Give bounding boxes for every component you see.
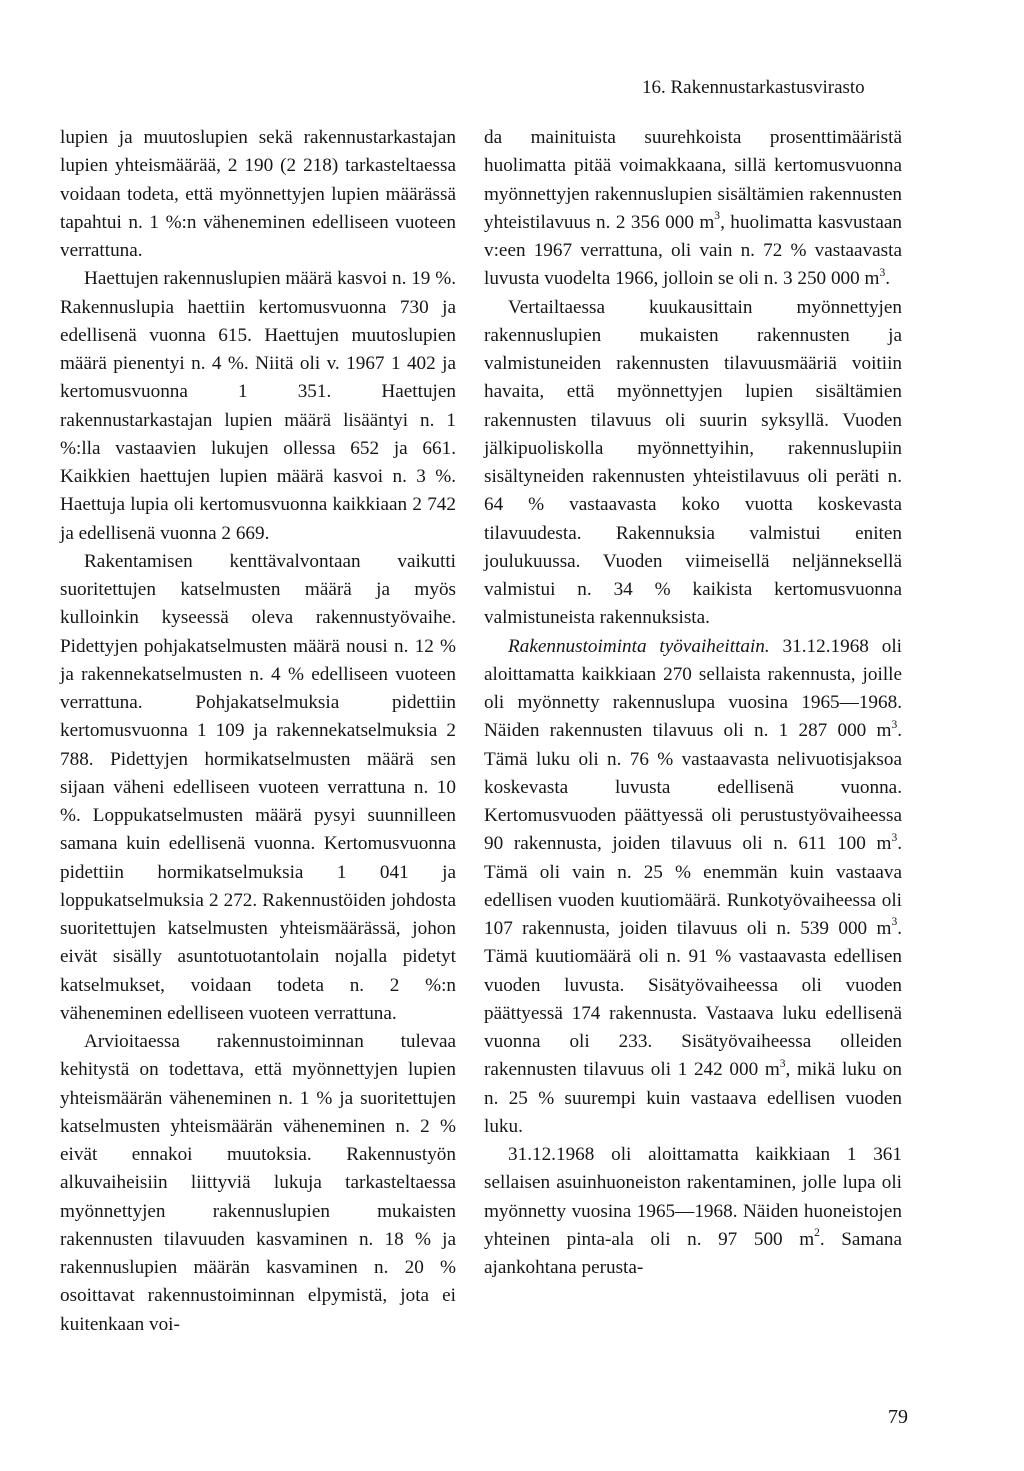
superscript: 3 [714, 210, 721, 223]
text-run: . Tämä kuutiomäärä oli n. 91 % vastaavasta edellisen vuoden luvusta. Sisätyövaiheessa oli vuoden päättyessä 174 rakennusta. Vastaava luku edellisenä vuonna oli 233. Sisätyövaiheessa olleiden rakennusten tilavuus oli 1 242 000 m [484, 918, 902, 1081]
superscript: 3 [891, 718, 898, 731]
running-header: 16. Rakennustarkastusvirasto [642, 77, 865, 98]
text-run: . Samana ajankohtana perusta- [484, 1228, 902, 1278]
superscript: 3 [779, 1057, 786, 1070]
text-run: 31.12.1968 oli aloittamatta kaikkiaan 1 361 sellaisen asuinhuoneiston rakentaminen, jolle lupa oli myönnetty vuosina 1965—1968. Näiden huoneistojen yhteinen pinta-ala oli n. 97 500 m [484, 1144, 902, 1250]
text-run: da mainituista suurehkoista prosenttimääristä huolimatta pitää voimakkaana, sillä kertomusvuonna myönnettyjen rakennuslupien sisältämien rakennusten yhteistilavuus n. 2 356 000 m [484, 127, 902, 233]
paragraph: Vertailtaessa kuukausittain myönnettyjen rakennuslupien mukaisten rakennusten ja valmistuneiden rakennusten tilavuusmääriä voitiin havaita, että myönnettyjen lupien sisältämien rakennusten tilavuus oli suurin syksyllä. Vuoden jälkipuoliskolla myönnettyihin, rakennuslupiin sisältyneiden rakennusten yhteistilavuus oli peräti n. 64 % vastaavasta koko vuotta koskevasta tilavuudesta. Rakennuksia valmistui eniten joulukuussa. Vuoden viimeisellä neljänneksellä valmistui n. 34 % kaikista kertomusvuonna valmistuneista rakennuksista. [484, 296, 902, 629]
paragraph: Arvioitaessa rakennustoiminnan tulevaa kehitystä on todettava, että myönnettyjen lupien yhteismäärän väheneminen n. 1 % ja suoritettujen katselmusten yhteismäärän väheneminen n. 2 % eivät ennakoi muutoksia. Rakennustyön alkuvaiheisiin liittyviä lukuja tarkasteltaessa myönnettyjen rakennuslupien mukaisten rakennusten tilavuuden kasvaminen n. 18 % ja rakennuslupien määrän kasvaminen n. 20 % osoittavat rakennustoiminnan elpymistä, jota ei kuitenkaan voi- [60, 1031, 456, 1335]
superscript: 3 [891, 831, 898, 844]
paragraph: lupien ja muutoslupien sekä rakennustarkastajan lupien yhteismäärää, 2 190 (2 218) tarkasteltaessa voidaan todeta, että myönnettyjen lupien määrässä tapahtui n. 1 %:n väheneminen edelliseen vuoteen verrattuna. [60, 127, 456, 261]
text-run: . Tämä oli vain n. 25 % enemmän kuin vastaava edellisen vuoden kuutiomäärä. Runkotyövaiheessa oli 107 rakennusta, joiden tilavuus oli n. 539 000 m [484, 833, 902, 939]
superscript: 3 [891, 916, 898, 929]
section-lead-heading: Rakennustoiminta työvaiheittain. [508, 635, 770, 657]
text-run: , huolimatta kasvustaan v:een 1967 verrattuna, oli vain n. 72 % vastaavasta luvusta vuodelta 1966, jolloin se oli n. 3 250 000 m [484, 211, 902, 290]
text-run: . Tämä luku oli n. 76 % vastaavasta nelivuotisjaksoa koskevasta luvusta edellisenä vuonna. Kertomusvuoden päättyessä oli perustustyövaiheessa 90 rakennusta, joiden tilavuus oli n. 611 100 m [484, 720, 902, 855]
superscript: 3 [879, 266, 886, 279]
text-run: . [885, 268, 891, 290]
text-run: 31.12.1968 oli aloittamatta kaikkiaan 270 sellaista rakennusta, joille oli myönnetty rakennuslupa vuosina 1965—1968. Näiden rakennusten tilavuus oli n. 1 287 000 m [484, 635, 902, 742]
left-column [60, 124, 456, 1339]
paragraph [484, 124, 902, 294]
paragraph: Haettujen rakennuslupien määrä kasvoi n. 19 %. Rakennuslupia haettiin kertomusvuonna 730 ja edellisenä vuonna 615. Haettujen muutoslupien määrä pienentyi n. 4 %. Niitä oli v. 1967 1 402 ja kertomusvuonna 1 351. Haettujen rakennustarkastajan lupien määrä lisääntyi n. 1 %:lla vastaavien lukujen ollessa 652 ja 661. Kaikkien haettujen lupien määrä kasvoi n. 3 %. Haettuja lupia oli kertomusvuonna kaikkiaan 2 742 ja edellisenä vuonna 2 669. [60, 268, 456, 544]
page-number: 79 [888, 1406, 908, 1428]
paragraph [484, 1141, 902, 1282]
paragraph [484, 633, 902, 1142]
superscript: 2 [814, 1227, 820, 1240]
paragraph: Rakentamisen kenttävalvontaan vaikutti suoritettujen katselmusten määrä ja myös kulloinkin kyseessä oleva rakennustyövaihe. Pidettyjen pohjakatselmusten määrä nousi n. 12 % ja rakennekatselmusten n. 4 % edelliseen vuoteen verrattuna. Pohjakatselmuksia pidettiin kertomusvuonna 1 109 ja rakennekatselmuksia 2 788. Pidettyjen hormikatselmusten määrä sen sijaan väheni edelliseen vuoteen verrattuna n. 10 %. Loppukatselmusten määrä pysyi suunnilleen samana kuin edellisenä vuonna. Kertomusvuonna pidettiin hormikatselmuksia 1 041 ja loppukatselmuksia 2 272. Rakennustöiden johdosta suoritettujen katselmusten yhteismäärässä, johon eivät sisälly asuntotuotantolain nojalla pidetyt katselmukset, voidaan todeta n. 2 %:n väheneminen edelliseen vuoteen verrattuna. [60, 550, 456, 1024]
right-column [484, 124, 902, 1282]
text-run: , mikä luku on n. 25 % suurempi kuin vastaava edellisen vuoden luku. [484, 1059, 902, 1137]
